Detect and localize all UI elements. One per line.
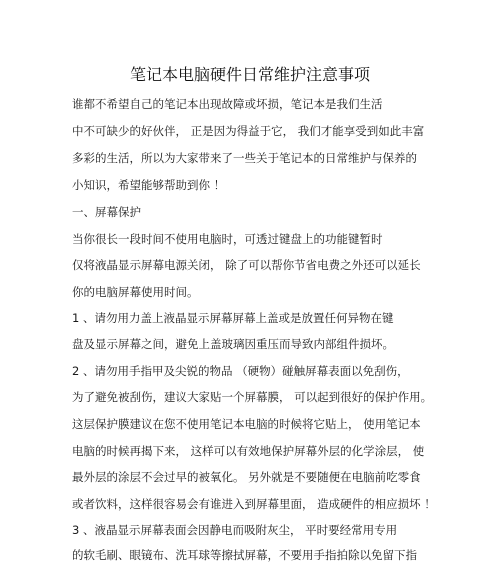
list-item-line: 1 、请勿用力盖上液晶显示屏幕屏幕上盖或是放置任何异物在键 (72, 311, 394, 325)
paragraph-line: 中不可缺少的好伙伴， 正是因为得益于它， 我们才能享受到如此丰富 (72, 124, 425, 138)
paragraph-line: 最外层的涂层不会过早的被氧化。 另外就是不要随便在电脑前吃零食 (72, 470, 421, 484)
paragraph-line: 盘及显示屏幕之间，避免上盖玻璃因重压而导致内部组件损坏。 (72, 337, 394, 351)
paragraph-line: 电脑的时候再揭下来， 这样可以有效地保护屏幕外层的化学涂层， 使 (72, 444, 425, 458)
paragraph-line: 为了避免被刮伤，建议大家贴一个屏幕膜， 可以起到很好的保护作用。 (72, 390, 433, 404)
list-item-line: 3 、液晶显示屏幕表面会因静电而吸附灰尘， 平时要经常用专用 (72, 523, 398, 537)
paragraph-line: 小知识，希望能够帮助到你 ！ (72, 178, 226, 192)
section-heading: 一、屏幕保护 (72, 205, 141, 219)
paragraph-line: 多彩的生活，所以为大家带来了一些关于笔记本的日常维护与保养的 (72, 151, 417, 165)
list-item-line: 2 、请勿用手指甲及尖锐的物品 （硬物）碰触屏幕表面以免刮伤， (72, 364, 409, 378)
paragraph-line: 你的电脑屏幕使用时间。 (72, 285, 199, 299)
paragraph-line: 当你很长一段时间不使用电脑时，可透过键盘上的功能键暂时 (72, 232, 383, 246)
document-title: 笔记本电脑硬件日常维护注意事项 (129, 65, 370, 84)
paragraph-line: 谁都不希望自己的笔记本出现故障或坏损，笔记本是我们生活 (72, 97, 383, 111)
paragraph-line: 的软毛刷、眼镜布、洗耳球等擦拭屏幕，不要用手指拍除以免留下指 (72, 548, 417, 562)
paragraph-line: 仅将液晶显示屏幕电源关闭， 除了可以帮你节省电费之外还可以延长 (72, 258, 421, 272)
paragraph-line: 或者饮料，这样很容易会有谁进入到屏幕里面， 造成硬件的相应损坏 ！ (72, 497, 436, 511)
paragraph-line: 这层保护膜建议在您不使用笔记本电脑的时候将它贴上， 使用笔记本 (72, 417, 421, 431)
